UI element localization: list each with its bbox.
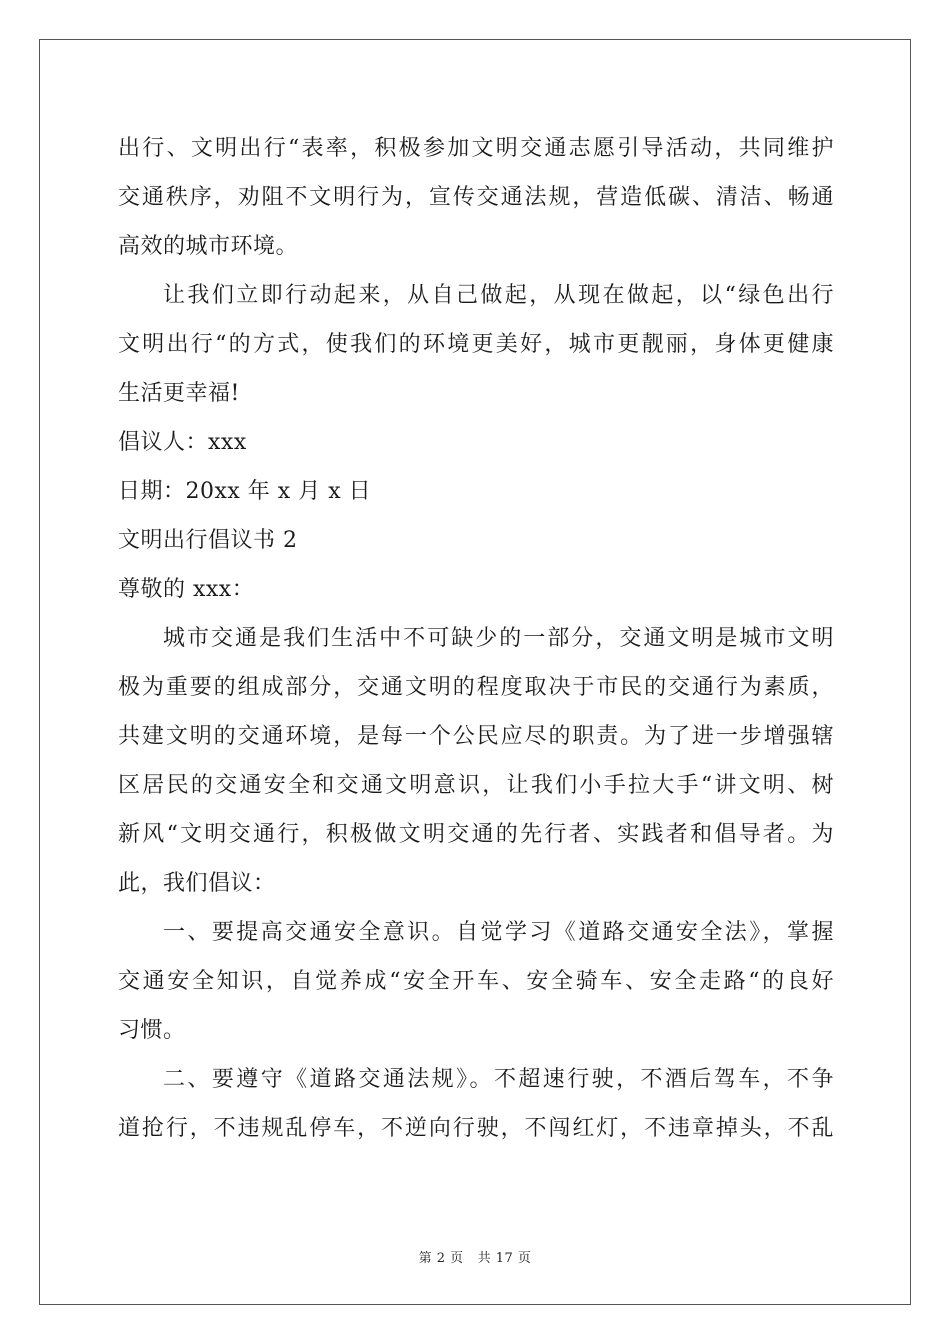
section-title: 文明出行倡议书 2 xyxy=(118,528,298,553)
text-line: 共建文明的交通环境，是每一个公民应尽的职责。为了进一步增强辖 xyxy=(118,724,834,749)
date-line: 日期：20xx 年 x 月 x 日 xyxy=(118,479,372,504)
text-line: 生活更幸福! xyxy=(118,381,240,406)
page-footer xyxy=(0,1247,950,1266)
text-line: 区居民的交通安全和交通文明意识，让我们小手拉大手“讲文明、树 xyxy=(118,773,834,798)
text-line: 新风“文明交通行，积极做文明交通的先行者、实践者和倡导者。为 xyxy=(118,822,834,847)
text-line: 出行、文明出行“表率，积极参加文明交通志愿引导活动，共同维护 xyxy=(118,136,834,161)
page-total: 共 17 页 xyxy=(477,1251,532,1266)
text-line: 此，我们倡议： xyxy=(118,871,276,896)
text-line: 交通安全知识，自觉养成“安全开车、安全骑车、安全走路“的良好 xyxy=(118,969,834,994)
text-line: 习惯。 xyxy=(118,1018,186,1043)
text-line: 让我们立即行动起来，从自己做起，从现在做起，以“绿色出行 xyxy=(163,283,834,308)
signatory-line: 倡议人：xxx xyxy=(118,430,247,455)
salutation: 尊敬的 xxx： xyxy=(118,577,255,602)
text-line: 二、要遵守《道路交通法规》。不超速行驶，不酒后驾车，不争 xyxy=(163,1067,834,1092)
text-line: 一、要提高交通安全意识。自觉学习《道路交通安全法》，掌握 xyxy=(163,920,834,945)
text-line: 高效的城市环境。 xyxy=(118,234,299,259)
text-line: 文明出行“的方式，使我们的环境更美好，城市更靓丽，身体更健康 xyxy=(118,332,834,357)
text-line: 道抢行，不违规乱停车，不逆向行驶，不闯红灯，不违章掉头，不乱 xyxy=(118,1116,834,1141)
page-number: 第 2 页 xyxy=(418,1251,464,1266)
text-line: 交通秩序，劝阻不文明行为，宣传交通法规，营造低碳、清洁、畅通 xyxy=(118,185,834,210)
text-line: 极为重要的组成部分，交通文明的程度取决于市民的交通行为素质， xyxy=(118,675,834,700)
text-line: 城市交通是我们生活中不可缺少的一部分，交通文明是城市文明 xyxy=(163,626,834,651)
document-body xyxy=(118,124,834,1153)
